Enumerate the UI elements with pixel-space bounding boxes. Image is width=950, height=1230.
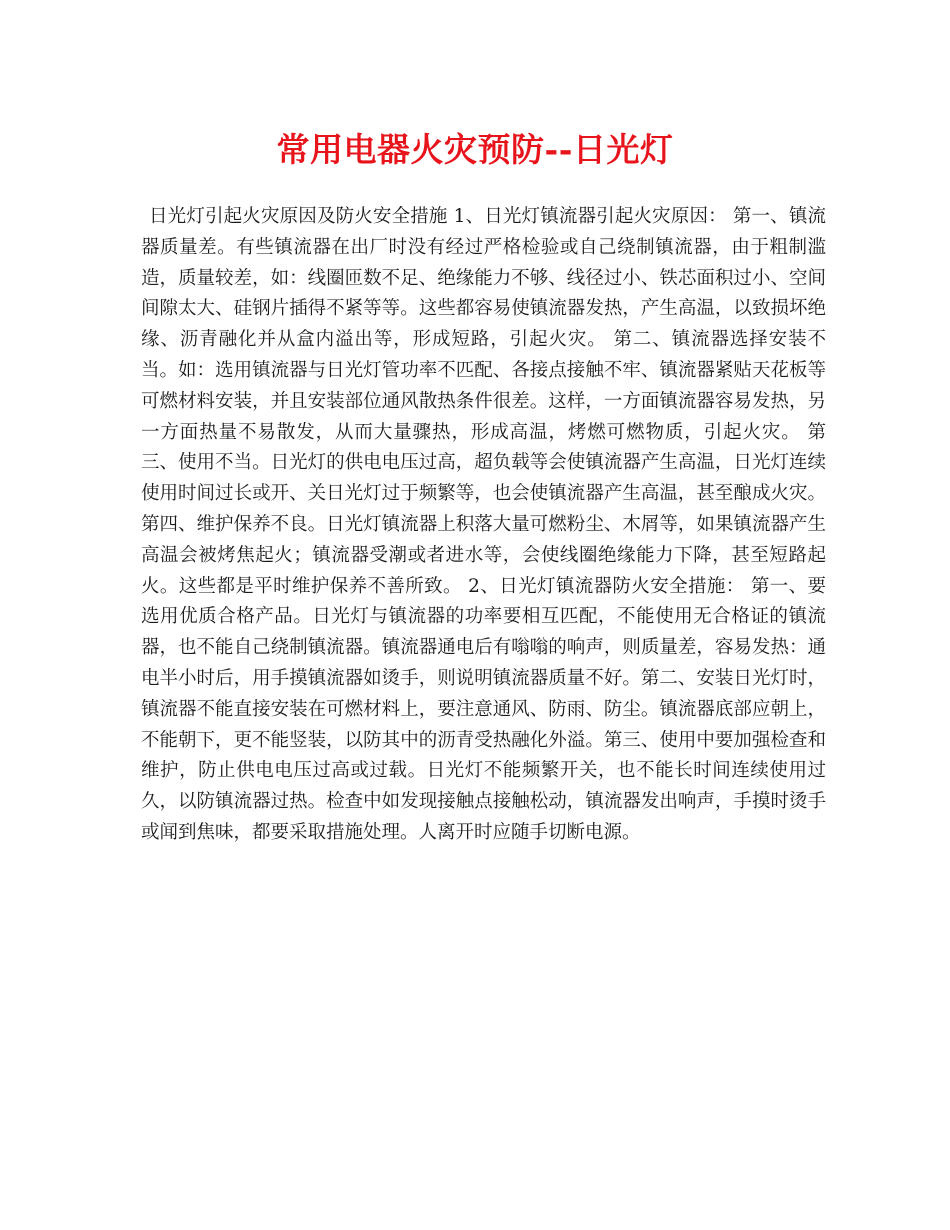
- document-body-paragraph: 日光灯引起火灾原因及防火安全措施 1、日光灯镇流器引起火灾原因： 第一、镇流器质量差。有些镇流器在出厂时没有经过严格检验或自己绕制镇流器，由于粗制滥造，质量较差，如：线圈匝数不足、绝缘能力不够、线径过小、铁芯面积过小、空间间隙太大、硅钢片插得不紧等等。这些都容易使镇流器发热，产生高温，以致损坏绝缘、沥青融化并从盒内溢出等，形成短路，引起火灾。 第二、镇流器选择安装不当。如：选用镇流器与日光灯管功率不匹配、各接点接触不牢、镇流器紧贴天花板等可燃材料安装，并且安装部位通风散热条件很差。这样，一方面镇流器容易发热，另一方面热量不易散发，从而大量骤热，形成高温，烤燃可燃物质，引起火灾。 第三、使用不当。日光灯的供电电压过高，超负载等会使镇流器产生高温，日光灯连续使用时间过长或开、关日光灯过于频繁等，也会使镇流器产生高温，甚至酿成火灾。 第四、维护保养不良。日光灯镇流器上积落大量可燃粉尘、木屑等，如果镇流器产生高温会被烤焦起火；镇流器受潮或者进水等，会使线圈绝缘能力下降，甚至短路起火。这些都是平时维护保养不善所致。 2、日光灯镇流器防火安全措施： 第一、要选用优质合格产品。日光灯与镇流器的功率要相互匹配，不能使用无合格证的镇流器，也不能自己绕制镇流器。镇流器通电后有嗡嗡的响声，则质量差，容易发热：通电半小时后，用手摸镇流器如烫手，则说明镇流器质量不好。第二、安装日光灯时，镇流器不能直接安装在可燃材料上，要注意通风、防雨、防尘。镇流器底部应朝上，不能朝下，更不能竖装，以防其中的沥青受热融化外溢。第三、使用中要加强检查和维护，防止供电电压过高或过载。日光灯不能频繁开关，也不能长时间连续使用过久，以防镇流器过热。检查中如发现接触点接触松动，镇流器发出响声，手摸时烫手或闻到焦味，都要采取措施处理。人离开时应随手切断电源。: [141, 206, 826, 843]
- document-title: 常用电器火灾预防--日光灯: [276, 130, 674, 169]
